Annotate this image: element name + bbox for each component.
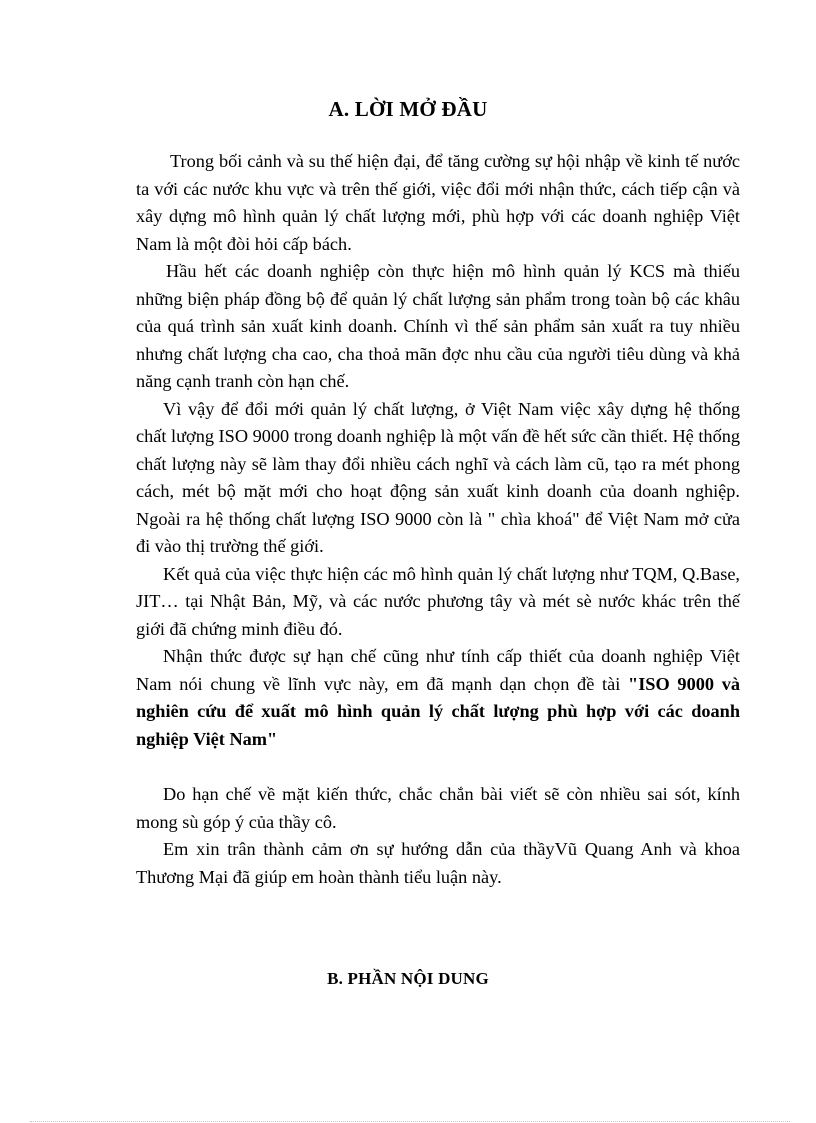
paragraph-context: Trong bối cảnh và su thế hiện đại, để tăng cường sự hội nhập về kinh tế nước ta với các nước khu vực và trên thế giới, việc đổi mới nhận thức, cách tiếp cận và xây dựng mô hình quản lý chất lượng mới, phù hợp với các doanh nghiệp Việt Nam là một đòi hỏi cấp bách.: [136, 151, 740, 254]
document-body: [136, 148, 740, 891]
paragraph-apology: Do hạn chế về mặt kiến thức, chắc chắn bài viết sẽ còn nhiều sai sót, kính mong sù góp ý của thầy cô.: [136, 784, 740, 832]
paragraph-iso-necessity: Vì vậy để đổi mới quản lý chất lượng, ở Việt Nam việc xây dựng hệ thống chất lượng ISO 9000 trong doanh nghiệp là một vấn đề hết sức cần thiết. Hệ thống chất lượng này sẽ làm thay đổi nhiều cách nghĩ và cách làm cũ, tạo ra mét phong cách, mét bộ mặt mới cho hoạt động sản xuất kinh doanh của doanh nghiệp. Ngoài ra hệ thống chất lượng ISO 9000 còn là " chìa khoá" để Việt Nam mở cửa đi vào thị trường thế giới.: [136, 398, 740, 556]
paragraph-thanks: Em xin trân thành cảm ơn sự hướng dẫn của thầyVũ Quang Anh và khoa Thương Mại đã giúp em hoàn thành tiểu luận này.: [136, 839, 740, 887]
section-title-introduction: A. LỜI MỞ ĐẦU: [328, 97, 488, 121]
paragraph-topic-choice: [136, 643, 740, 753]
section-title-content: B. PHẦN NỘI DUNG: [327, 969, 489, 988]
paragraph-spacer: [136, 753, 740, 781]
paragraph-current-situation: Hầu hết các doanh nghiệp còn thực hiện mô hình quản lý KCS mà thiếu những biện pháp đồng bộ để quản lý chất lượng sản phẩm trong toàn bộ các khâu của quá trình sản xuất kinh doanh. Chính vì thế sản phẩm sản xuất ra tuy nhiều nhưng chất lượng cha cao, cha thoả mãn đợc nhu cầu của người tiêu dùng và khả năng cạnh tranh còn hạn chế.: [136, 261, 740, 391]
topic-lead-text: Nhận thức được sự hạn chế cũng như tính cấp thiết của doanh nghiệp Việt Nam nói chung về lĩnh vực này, em đã mạnh dạn chọn đề tài: [136, 646, 740, 694]
paragraph-quality-models: Kết quả của việc thực hiện các mô hình quản lý chất lượng như TQM, Q.Base, JIT… tại Nhật Bản, Mỹ, và các nước phương tây và mét sè nước khác trên thế giới đã chứng minh điều đó.: [136, 563, 740, 639]
topic-title: "ISO 9000 và nghiên cứu để xuất mô hình quản lý chất lượng phù hợp với các doanh nghiệp Việt Nam": [136, 673, 740, 749]
page-bottom-divider: [30, 1121, 790, 1122]
